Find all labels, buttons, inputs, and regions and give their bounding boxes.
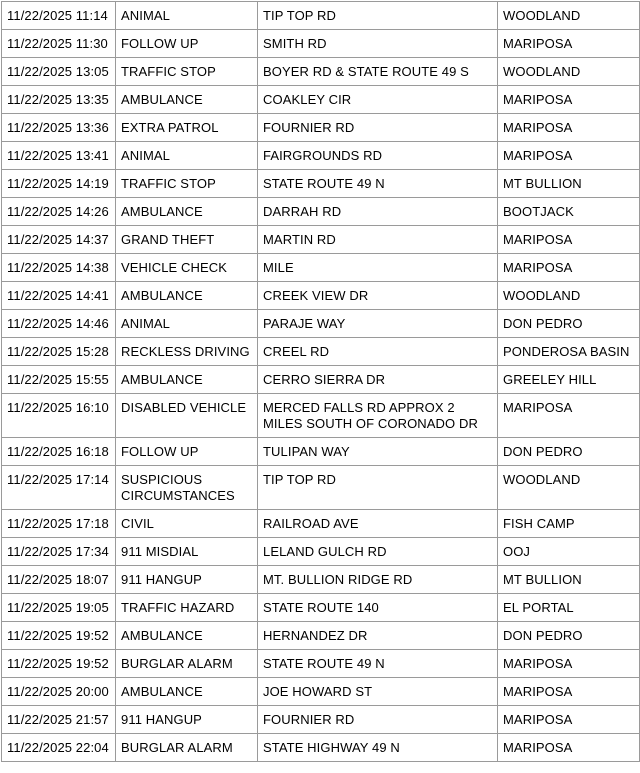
call-area: MARIPOSA [498,30,640,58]
call-datetime: 11/22/2025 13:41 [2,142,116,170]
call-datetime: 11/22/2025 14:26 [2,198,116,226]
call-type: 911 HANGUP [116,566,258,594]
call-area: MT BULLION [498,566,640,594]
table-row [2,226,640,254]
call-location: DARRAH RD [258,198,498,226]
call-datetime: 11/22/2025 22:04 [2,734,116,762]
call-area: MARIPOSA [498,86,640,114]
call-type: AMBULANCE [116,282,258,310]
table-row [2,438,640,466]
table-row [2,86,640,114]
call-location: MARTIN RD [258,226,498,254]
call-type: RECKLESS DRIVING [116,338,258,366]
table-row [2,198,640,226]
call-type: AMBULANCE [116,86,258,114]
call-area: OOJ [498,538,640,566]
call-location: PARAJE WAY [258,310,498,338]
call-location: CREEL RD [258,338,498,366]
call-area: FISH CAMP [498,510,640,538]
table-row [2,622,640,650]
call-location: HERNANDEZ DR [258,622,498,650]
call-datetime: 11/22/2025 11:30 [2,30,116,58]
call-area: WOODLAND [498,282,640,310]
call-datetime: 11/22/2025 17:34 [2,538,116,566]
call-type: 911 MISDIAL [116,538,258,566]
call-location: SMITH RD [258,30,498,58]
call-datetime: 11/22/2025 17:18 [2,510,116,538]
call-type: AMBULANCE [116,366,258,394]
call-area: MARIPOSA [498,142,640,170]
call-datetime: 11/22/2025 20:00 [2,678,116,706]
table-row [2,310,640,338]
call-type: 911 HANGUP [116,706,258,734]
call-area: WOODLAND [498,2,640,30]
call-location: STATE ROUTE 140 [258,594,498,622]
call-location: STATE HIGHWAY 49 N [258,734,498,762]
call-location: FAIRGROUNDS RD [258,142,498,170]
table-row [2,30,640,58]
table-row [2,510,640,538]
call-area: MARIPOSA [498,678,640,706]
call-datetime: 11/22/2025 14:46 [2,310,116,338]
call-datetime: 11/22/2025 15:55 [2,366,116,394]
call-datetime: 11/22/2025 11:14 [2,2,116,30]
call-location: LELAND GULCH RD [258,538,498,566]
table-row [2,58,640,86]
call-location: TULIPAN WAY [258,438,498,466]
call-area: DON PEDRO [498,310,640,338]
call-type: ANIMAL [116,2,258,30]
call-location: TIP TOP RD [258,2,498,30]
call-location: COAKLEY CIR [258,86,498,114]
table-row [2,142,640,170]
table-row [2,282,640,310]
call-type: AMBULANCE [116,198,258,226]
call-datetime: 11/22/2025 18:07 [2,566,116,594]
call-datetime: 11/22/2025 16:18 [2,438,116,466]
call-location: MT. BULLION RIDGE RD [258,566,498,594]
call-datetime: 11/22/2025 14:41 [2,282,116,310]
call-location: CERRO SIERRA DR [258,366,498,394]
call-area: MARIPOSA [498,226,640,254]
call-area: WOODLAND [498,58,640,86]
table-row [2,734,640,762]
call-type: DISABLED VEHICLE [116,394,258,438]
table-row [2,338,640,366]
table-row [2,114,640,142]
call-type: VEHICLE CHECK [116,254,258,282]
call-area: MARIPOSA [498,706,640,734]
call-location: CREEK VIEW DR [258,282,498,310]
table-row [2,650,640,678]
call-location: BOYER RD & STATE ROUTE 49 S [258,58,498,86]
call-type: ANIMAL [116,142,258,170]
table-row [2,394,640,438]
call-location: JOE HOWARD ST [258,678,498,706]
call-datetime: 11/22/2025 19:52 [2,622,116,650]
table-row [2,538,640,566]
call-type: GRAND THEFT [116,226,258,254]
call-area: EL PORTAL [498,594,640,622]
call-datetime: 11/22/2025 19:05 [2,594,116,622]
call-log-table [1,1,640,762]
call-location: FOURNIER RD [258,114,498,142]
call-type: FOLLOW UP [116,30,258,58]
call-area: DON PEDRO [498,622,640,650]
call-datetime: 11/22/2025 14:19 [2,170,116,198]
call-location: STATE ROUTE 49 N [258,650,498,678]
call-datetime: 11/22/2025 21:57 [2,706,116,734]
call-type: TRAFFIC STOP [116,170,258,198]
call-type: EXTRA PATROL [116,114,258,142]
call-area: BOOTJACK [498,198,640,226]
call-datetime: 11/22/2025 17:14 [2,466,116,510]
call-area: DON PEDRO [498,438,640,466]
table-row [2,170,640,198]
table-row [2,566,640,594]
call-location: MILE [258,254,498,282]
call-type: BURGLAR ALARM [116,734,258,762]
call-area: MARIPOSA [498,734,640,762]
call-type: TRAFFIC HAZARD [116,594,258,622]
call-datetime: 11/22/2025 13:05 [2,58,116,86]
call-log-body [2,2,640,762]
call-area: MARIPOSA [498,114,640,142]
table-row [2,254,640,282]
call-area: PONDEROSA BASIN [498,338,640,366]
call-type: BURGLAR ALARM [116,650,258,678]
call-location: RAILROAD AVE [258,510,498,538]
table-row [2,594,640,622]
call-location: TIP TOP RD [258,466,498,510]
call-area: WOODLAND [498,466,640,510]
call-type: SUSPICIOUS CIRCUMSTANCES [116,466,258,510]
call-type: CIVIL [116,510,258,538]
call-type: FOLLOW UP [116,438,258,466]
call-datetime: 11/22/2025 19:52 [2,650,116,678]
call-area: MARIPOSA [498,394,640,438]
call-type: AMBULANCE [116,678,258,706]
call-datetime: 11/22/2025 13:35 [2,86,116,114]
call-area: MARIPOSA [498,254,640,282]
call-location: STATE ROUTE 49 N [258,170,498,198]
call-location: FOURNIER RD [258,706,498,734]
table-row [2,706,640,734]
call-location: MERCED FALLS RD APPROX 2 MILES SOUTH OF CORONADO DR [258,394,498,438]
call-area: GREELEY HILL [498,366,640,394]
call-type: AMBULANCE [116,622,258,650]
table-row [2,466,640,510]
table-row [2,2,640,30]
table-row [2,678,640,706]
call-datetime: 11/22/2025 15:28 [2,338,116,366]
call-datetime: 11/22/2025 14:38 [2,254,116,282]
call-area: MT BULLION [498,170,640,198]
call-type: TRAFFIC STOP [116,58,258,86]
call-datetime: 11/22/2025 16:10 [2,394,116,438]
call-area: MARIPOSA [498,650,640,678]
call-type: ANIMAL [116,310,258,338]
table-row [2,366,640,394]
call-datetime: 11/22/2025 14:37 [2,226,116,254]
call-datetime: 11/22/2025 13:36 [2,114,116,142]
